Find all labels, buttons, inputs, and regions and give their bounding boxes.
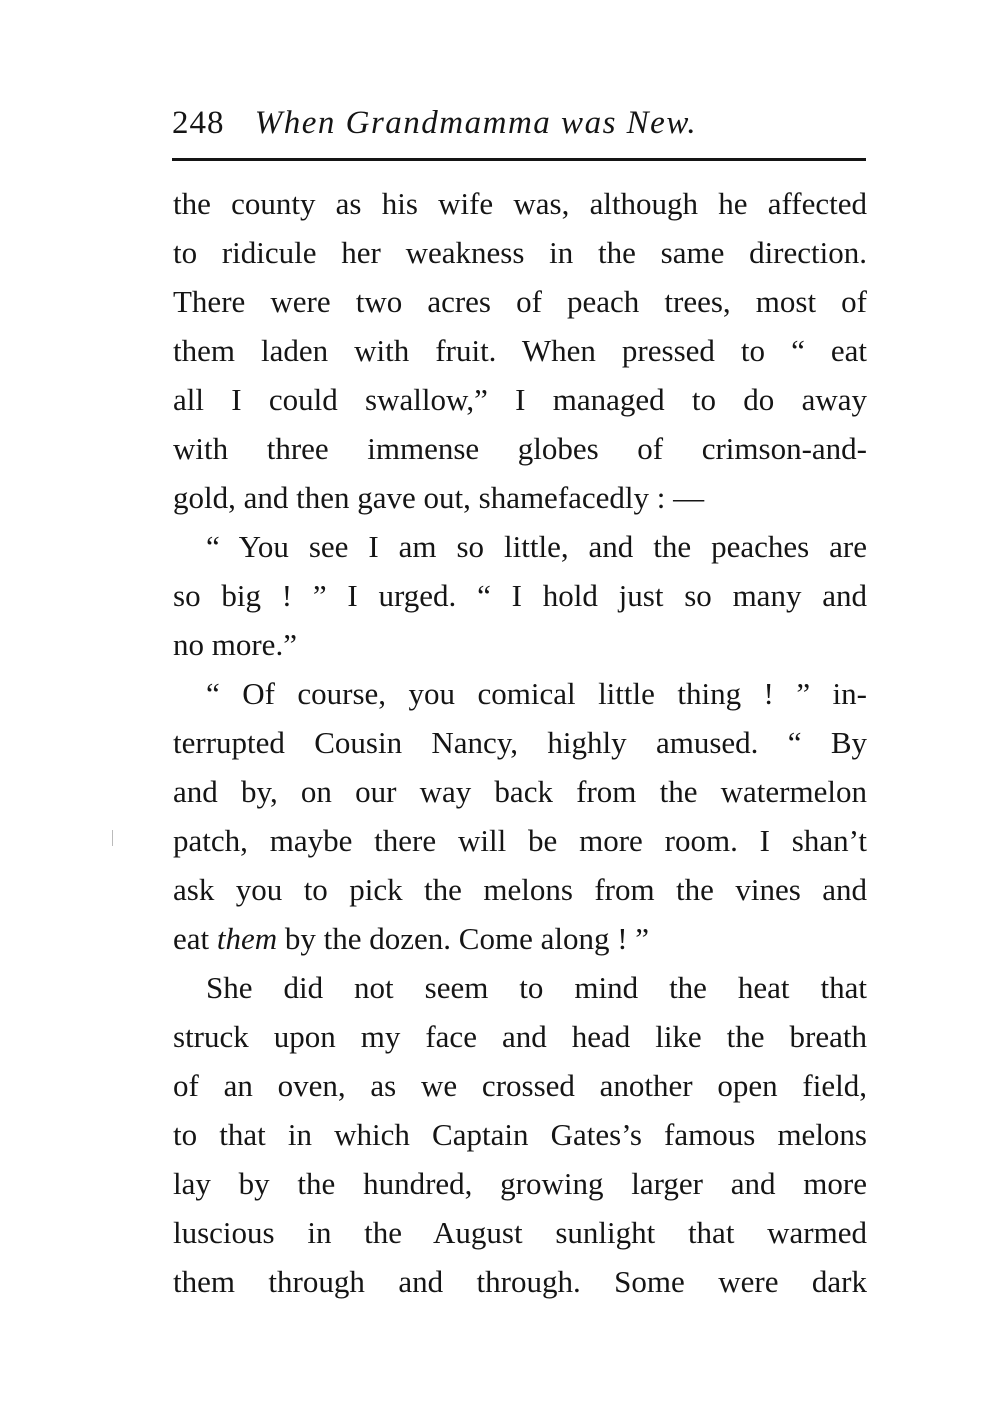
text-line: gold, and then gave out, shamefacedly : —	[173, 480, 705, 515]
text-line: terrupted Cousin Nancy, highly amused. “ By	[173, 725, 867, 760]
text-line: no more.”	[173, 627, 297, 662]
text-line: She did not seem to mind the heat that	[206, 970, 867, 1005]
text-line: with three immense globes of crimson-and-	[173, 431, 867, 466]
text-line: ask you to pick the melons from the vines and	[173, 872, 867, 907]
text-line: “ Of course, you comical little thing ! ” in-	[206, 676, 867, 711]
text-line: struck upon my face and head like the breath	[173, 1019, 867, 1054]
text-line: and by, on our way back from the watermelon	[173, 774, 867, 809]
book-title: When Grandmamma was New.	[254, 105, 698, 141]
text-segment: eat	[173, 921, 217, 956]
text-line: them laden with fruit. When pressed to “ eat	[173, 333, 867, 368]
text-line: so big ! ” I urged. “ I hold just so many and	[173, 578, 867, 613]
margin-mark	[112, 830, 113, 846]
text-line: There were two acres of peach trees, most of	[173, 284, 867, 319]
text-line: to ridicule her weakness in the same direction.	[173, 235, 867, 270]
text-line: patch, maybe there will be more room. I shan’t	[173, 823, 867, 858]
text-line: the county as his wife was, although he affected	[173, 186, 867, 221]
text-line: “ You see I am so little, and the peaches are	[206, 529, 867, 564]
text-line	[173, 919, 867, 959]
running-head	[172, 98, 866, 148]
italic-word: them	[216, 921, 278, 956]
text-line: to that in which Captain Gates’s famous melons	[173, 1117, 867, 1152]
header-rule	[172, 158, 866, 161]
text-line: luscious in the August sunlight that warmed	[173, 1215, 867, 1250]
text-line: lay by the hundred, growing larger and more	[173, 1166, 867, 1201]
text-line: of an oven, as we crossed another open field,	[173, 1068, 867, 1103]
page-number: 248	[172, 105, 225, 141]
text-segment: by the dozen. Come along ! ”	[277, 921, 650, 956]
text-line: all I could swallow,” I managed to do away	[173, 382, 867, 417]
text-line: them through and through. Some were dark	[173, 1264, 867, 1299]
